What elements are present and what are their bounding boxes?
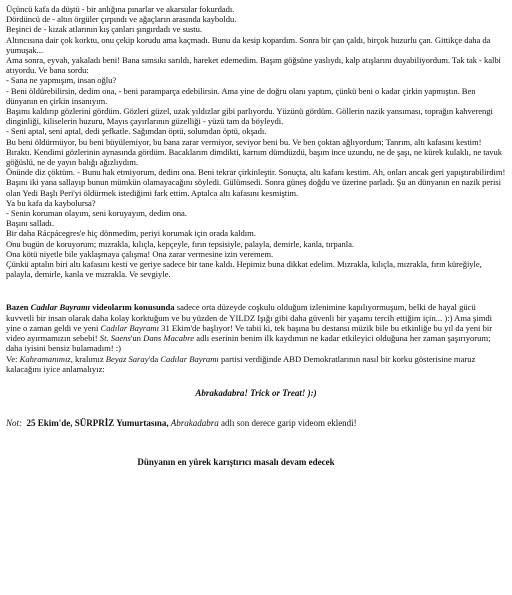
story-line: Çünkü aptalın biri altı kafasını kesti ve geriye sadece bir tane kaldı. Hepimiz buna dikkat edelim. Mızrakla, kılıçla, mızrakla, fırın küreğiyle, palayla, demirle, kanla ve mızrakla. Ve sevgiyle. <box>6 259 482 280</box>
story-line: - Seni aptal, seni aptal, dedi şefkatle. Sağımdan öptü, solumdan öptü, okşadı. <box>6 126 267 137</box>
story-text <box>6 4 506 279</box>
story-line: Bu beni öldürmüyor, bu beni büyülemiyor, bu bana zarar vermiyor, seviyor beni bu. Ve ben çoktan ağlıyordum; Tanrım, altı kafasını kestim! <box>6 136 482 147</box>
intro-bold-lead: Bazen Cadılar Bayramı videolarım konusunda <box>6 302 175 313</box>
story-line: Başını iki yana sallayıp bunun mümkün olamayacağını söyledi. Gülümsedi. Sonra güneş doğdu ve üzerine parladı. Şu an dünyanın en nazik perisi olan Yedi Başlı Peri'yi öldürmek istediğimi fark ettim. Aptalca altı kafasını kesmiştim. <box>6 177 501 198</box>
story-line: Altıncısına dair çok korktu, onu çekip korudu ama kaçmadı. Bunu da kesip kopardım. Sonra bir çan çaldı, birçok huzurlu çan. Gittikçe daha da yumuşak... <box>6 34 491 55</box>
story-line: - Senin koruman olayım, seni koruyayım, dedim ona. <box>6 208 187 219</box>
story-line: Onu bugün de koruyorum; mızrakla, kılıçla, kepçeyle, fırın tepsisiyle, palayla, demirle, kanla, tırpanla. <box>6 238 354 249</box>
story-line: Başını salladı. <box>6 218 54 229</box>
story-line: Dördüncü de - altın örgüler çırpındı ve ağaçların arasında kayboldu. <box>6 14 237 25</box>
abrakadabra-line: Abrakadabra! Trick or Treat! ):) <box>195 387 317 398</box>
story-line: Başımı kaldırıp gözlerini gördüm. Gözleri güzel, uzak yıldızlar gibi parlıyordu. Yüzünü gördüm. Göllerin nazik yansıması, toprağın kahverengi dinginliği, kiliselerin huzuru, Mayıs çayırlarının güzelliği - yüzü tam da böyleydi. <box>6 106 493 127</box>
intro-paragraph: Bazen Cadılar Bayramı videolarım konusunda sadece orta düzeyde coşkulu olduğum izlenimine kapılıyormuşum, belki de hayal gücü kuvvetli bir insan olarak daha kolay korktuğum ve bu yüzden de YILDZ Işığı gibi daha güvenli bir yaşamı tercih ettiğim için... ):) Ama şimdi yine o zaman geldi ve yeni Cadılar Bayramı 31 Ekim'de başlıyor! Ve tabii ki, tek başına bu destansı müzik bile bu etkinliğe bu yıl da yeni bir video ayırmamızın sebebi! St. Saens'un Dans Macabre adlı eserinin benim ilk kaydımın ne kadar etkileyici olduğuna her zaman şaşırıyorum; daha iyisini bensiz bulamadım! :) Ve: Kahramanımız, kralımız Beyaz Saray'da Cadılar Bayramı partisi verdiğinde ABD Demokratlarının nasıl bir korku gösterisine maruz kalacağını iyice anlamalıyız: <box>6 302 493 374</box>
story-line: Ama sonra, eyvah, yakaladı beni! Bana sımsıkı sarıldı, hareket edemedim. Başım göğsüne yaslıydı, kalp atışlarını duyabiliyordum. Tak tak - kalbi atıyordu. Ve bana sordu: <box>6 55 501 76</box>
story-line: Önünde diz çöktüm. - Bunu hak etmiyorum, dedim ona. Beni tekrar çirkinleştir. Sonuçta, altı kafanı kestim. Ah, onları ancak geri yapıştırabilirdim! <box>6 167 506 178</box>
note-bold: 25 Ekim'de, SÜRPRİZ Yumurtasına, <box>26 417 169 428</box>
story-line: Ya bu kafa da kaybolursa? <box>6 197 96 208</box>
story-line: - Sana ne yapmışım, insan oğlu? <box>6 75 117 86</box>
story-line: Bıraktı. Kendimi gözlerinin aynasında gördüm. Bacaklarım dimdikti, karnım dümdüzdü, başım ince uzundu, ne de şaşı, ne kürek kulaklı, ne tavuk göğüslü, ne de yayın balığı ağızlıydım. <box>6 146 503 168</box>
story-line: Beşinci de - kızak atlarının kış çanları şıngırdadı ve sustu. <box>6 24 202 35</box>
note-rest: adlı son derece garip videom eklendi! <box>218 417 357 428</box>
story-line: Üçüncü kafa da düştü - bir anlığına pınarlar ve akarsular fokurdadı. <box>6 4 235 14</box>
note-label: Not: <box>6 417 23 428</box>
note-line <box>6 418 506 429</box>
story-line: Bir daha Rácpácegres'e hiç dönmedim, periyi korumak için orada kaldım. <box>6 228 256 239</box>
note-italic: Abrakadabra <box>168 417 219 428</box>
story-line: Ona kötü niyetle bile yaklaşmaya çalışma! Ona zarar vermesine izin veremem. <box>6 248 274 259</box>
continuation-title: Dünyanın en yürek karıştırıcı masalı devam edecek <box>137 456 335 467</box>
story-line: - Beni öldürebilirsin, dedim ona, - beni paramparça edebilirsin. Ama yine de doğru olanı yaptım, çünkü beni o kadar çirkin yapmıştın. Ben dünyanın en çirkin insanıyım. <box>6 85 476 106</box>
